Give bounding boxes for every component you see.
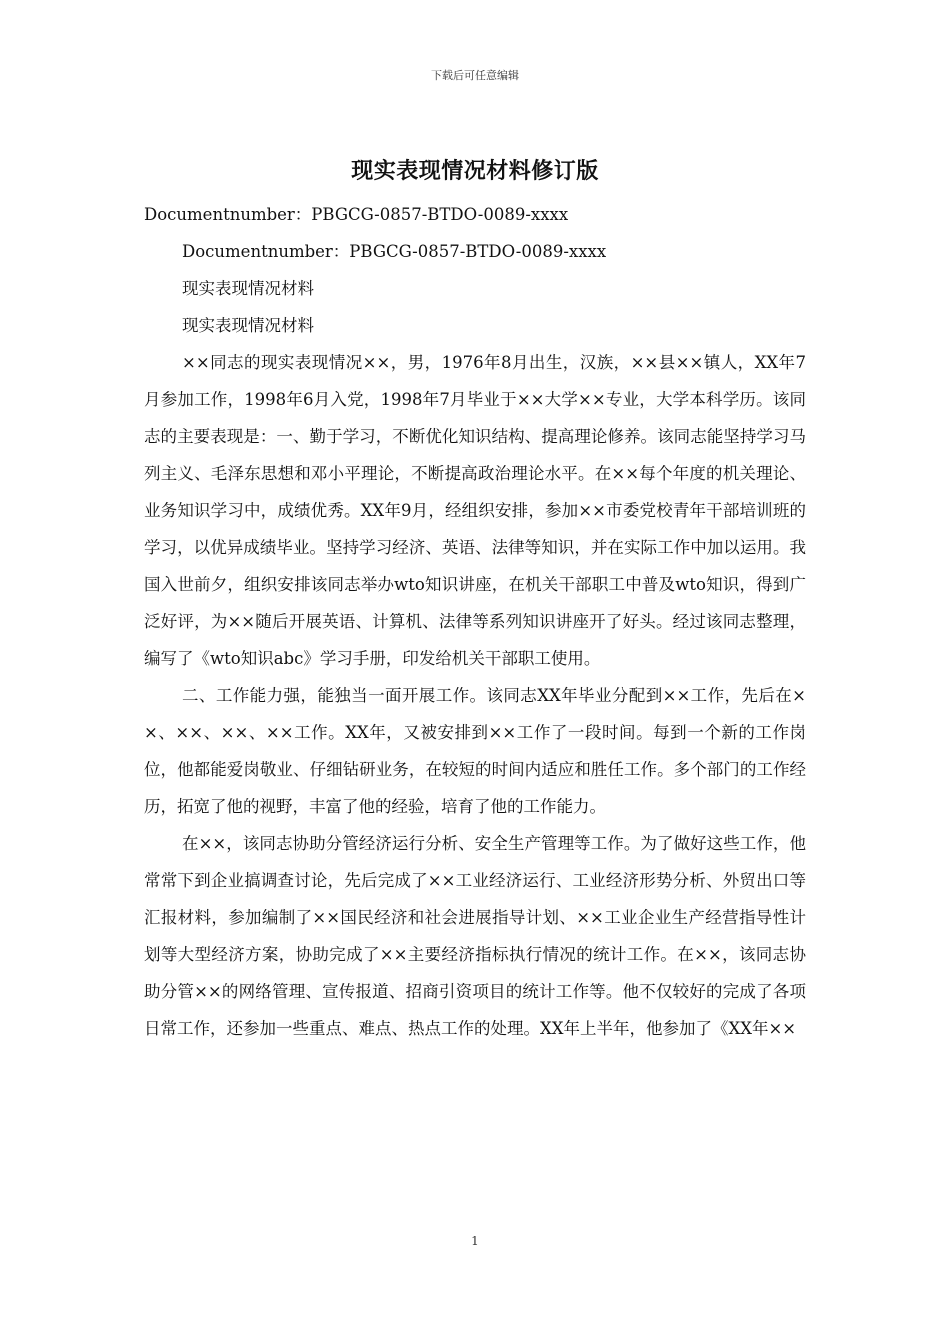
doc-number-line-indented: Documentnumber：PBGCG-0857-BTDO-0089-xxxx: [182, 242, 607, 261]
body-paragraph: 在××，该同志协助分管经济运行分析、安全生产管理等工作。为了做好这些工作，他常常下到企业搞调查讨论，先后完成了××工业经济运行、工业经济形势分析、外贸出口等汇报材料，参加编制了××国民经济和社会进展指导计划、××工业企业生产经营指导性计划等大型经济方案，协助完成了××主要经济指标执行情况的统计工作。在××，该同志协助分管××的网络管理、宣传报道、招商引资项目的统计工作等。他不仅较好的完成了各项日常工作，还参加一些重点、难点、热点工作的处理。XX年上半年，他参加了《XX年××: [144, 834, 806, 1038]
document-title: 现实表现情况材料修订版: [351, 158, 599, 184]
page-number: 1: [471, 1234, 479, 1248]
body-paragraph: ××同志的现实表现情况××，男，1976年8月出生，汉族，××县××镇人，XX年7月参加工作，1998年6月入党，1998年7月毕业于××大学××专业，大学本科学历。该同志的主要表现是：一、勤于学习，不断优化知识结构、提高理论修养。该同志能坚持学习马列主义、毛泽东思想和邓小平理论，不断提高政治理论水平。在××每个年度的机关理论、业务知识学习中，成绩优秀。XX年9月，经组织安排，参加××市委党校青年干部培训班的学习，以优异成绩毕业。坚持学习经济、英语、法律等知识，并在实际工作中加以运用。我国入世前夕，组织安排该同志举办wto知识讲座，在机关干部职工中普及wto知识，得到广泛好评，为××随后开展英语、计算机、法律等系列知识讲座开了好头。经过该同志整理，编写了《wto知识abc》学习手册，印发给机关干部职工使用。: [144, 353, 806, 668]
header-note: 下载后可任意编辑: [431, 69, 519, 82]
subtitle-line: 现实表现情况材料: [182, 279, 314, 298]
doc-number-line: Documentnumber：PBGCG-0857-BTDO-0089-xxxx: [144, 205, 569, 224]
document-body: [144, 196, 806, 1047]
subtitle-line: 现实表现情况材料: [182, 316, 314, 335]
body-paragraph: 二、工作能力强，能独当一面开展工作。该同志XX年毕业分配到××工作，先后在××、××、××、××工作。XX年，又被安排到××工作了一段时间。每到一个新的工作岗位，他都能爱岗敬业、仔细钻研业务，在较短的时间内适应和胜任工作。多个部门的工作经历，拓宽了他的视野，丰富了他的经验，培育了他的工作能力。: [144, 686, 806, 816]
